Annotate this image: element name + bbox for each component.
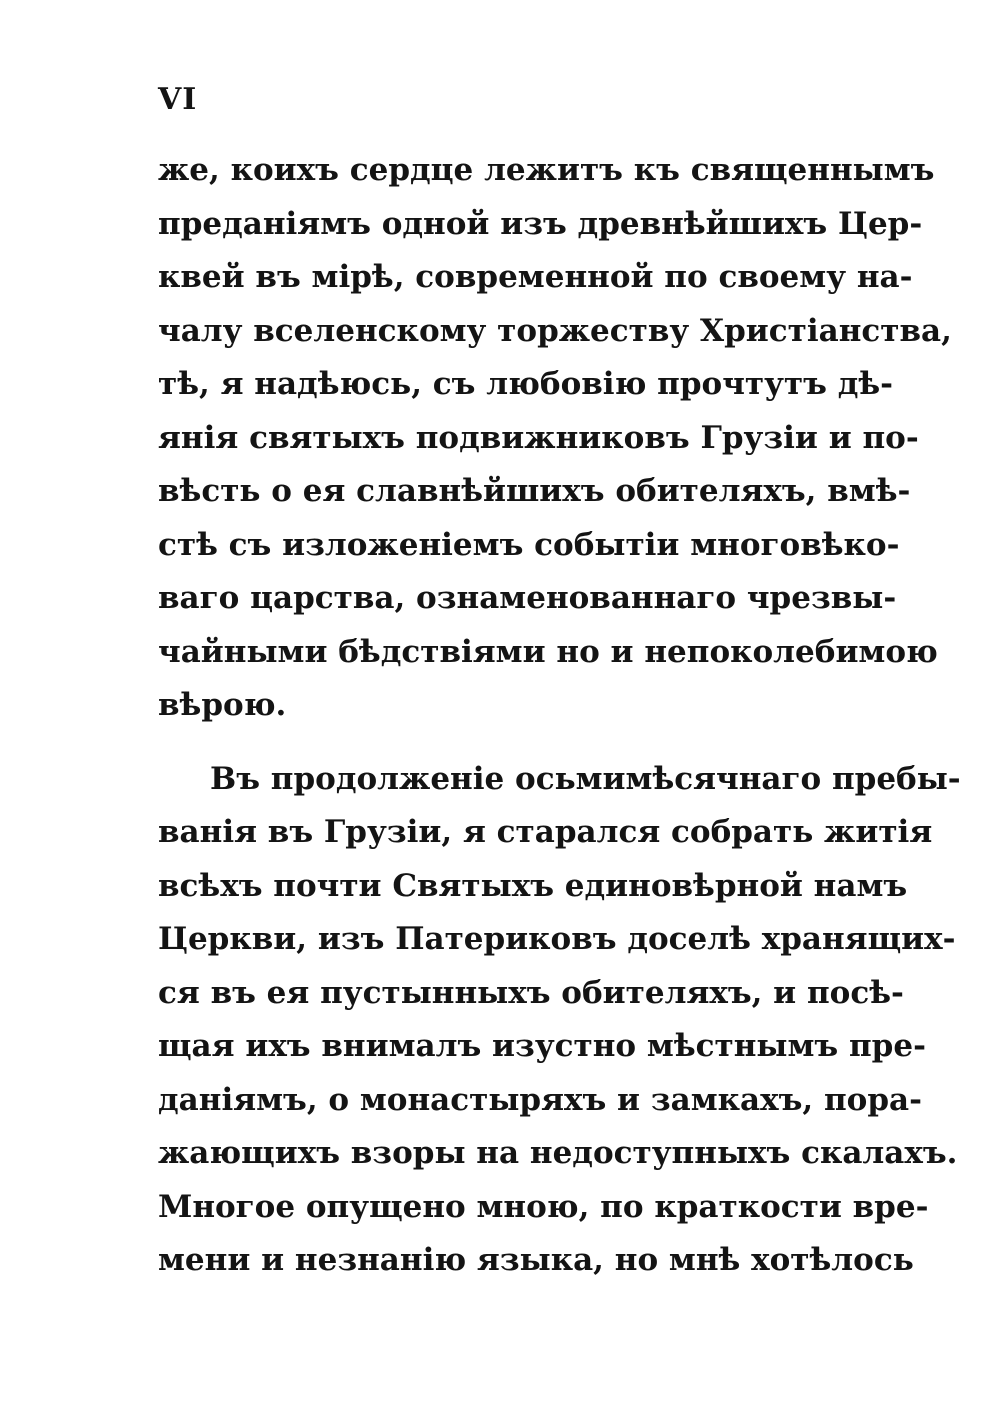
- text-line: же, коихъ сердце лежитъ къ священнымъ: [158, 152, 935, 188]
- text-line: стѣ съ изложеніемъ событіи многовѣко-: [158, 526, 900, 563]
- paragraph-1: [158, 144, 952, 733]
- text-line: вѣсть о ея славнѣйшихъ обителяхъ, вмѣ-: [158, 473, 911, 509]
- paragraph-2: [158, 753, 961, 1288]
- text-line: щая ихъ внималъ изустно мѣстнымъ пре-: [158, 1028, 926, 1064]
- text-line: вѣрою.: [158, 687, 287, 723]
- text-line: ванія въ Грузіи, я старался собрать житія: [158, 814, 933, 850]
- text-line: ваго царства, ознаменованнаго чрезвы-: [158, 580, 897, 616]
- text-line: всѣхъ почти Святыхъ единовѣрной намъ: [158, 867, 908, 904]
- text-line: мени и незнанію языка, но мнѣ хотѣлось: [158, 1242, 914, 1278]
- text-line: ся въ ея пустынныхъ обителяхъ, и посѣ-: [158, 974, 904, 1011]
- text-line: Многое опущено мною, по краткости вре-: [158, 1188, 929, 1225]
- text-line: преданіямъ одной изъ древнѣйшихъ Цер-: [158, 205, 923, 242]
- text-line: янія святыхъ подвижниковъ Грузіи и по-: [158, 419, 919, 456]
- text-line: чалу вселенскому торжеству Христіанства,: [158, 312, 952, 349]
- paragraph-gap: [158, 733, 848, 753]
- page-number: VI: [158, 82, 198, 117]
- text-line: Въ продолженіе осьмимѣсячнаго пребы-: [210, 760, 961, 797]
- text-line: жающихъ взоры на недоступныхъ скалахъ.: [158, 1135, 958, 1171]
- body-text: [158, 144, 961, 1288]
- text-line: тѣ, я надѣюсь, съ любовію прочтутъ дѣ-: [158, 366, 894, 402]
- text-line: чайными бѣдствіями но и непоколебимою: [158, 633, 938, 670]
- text-line: Церкви, изъ Патериковъ доселѣ хранящих-: [158, 921, 956, 957]
- text-line: даніямъ, о монастыряхъ и замкахъ, пора-: [158, 1081, 922, 1118]
- text-line: квей въ мірѣ, современной по своему на-: [158, 259, 913, 295]
